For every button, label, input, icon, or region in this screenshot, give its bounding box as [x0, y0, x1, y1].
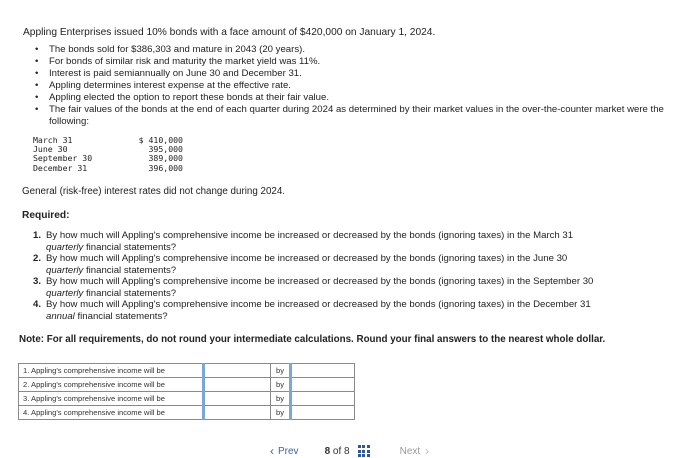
next-label: Next [399, 445, 421, 457]
requirement-period: quarterly [46, 241, 84, 253]
amount-input[interactable] [292, 406, 354, 419]
requirement-text [46, 299, 633, 322]
chevron-right-icon: › [425, 444, 430, 458]
answer-table [18, 363, 355, 420]
answer-row [19, 378, 355, 392]
fair-value: 396,000 [148, 162, 183, 173]
requirement-period: quarterly [46, 264, 84, 276]
requirement-text-main: By how much will Appling's comprehensive income be increased or decreased by the bonds (ignoring taxes) in the June 30 [46, 253, 568, 264]
answer-label: 2. Appling's comprehensive income will be [19, 378, 204, 392]
requirement-text-main: By how much will Appling's comprehensive income be increased or decreased by the bonds (ignoring taxes) in the December 31 [46, 299, 591, 310]
answer-row [19, 406, 355, 420]
amount-cell[interactable] [291, 378, 355, 392]
requirement-item [33, 276, 633, 299]
answer-row [19, 392, 355, 406]
required-heading: Required: [22, 210, 70, 221]
increase-decrease-input[interactable] [205, 406, 270, 419]
current-page: 8 [324, 445, 331, 457]
fair-value-row [33, 164, 183, 173]
increase-decrease-input[interactable] [205, 392, 270, 405]
amount-cell[interactable] [291, 364, 355, 378]
requirement-item [33, 230, 633, 253]
requirement-number: 1. [33, 230, 42, 241]
by-label: by [271, 378, 291, 392]
page-count [325, 446, 350, 457]
requirement-number: 2. [33, 253, 42, 264]
requirement-number: 3. [33, 276, 42, 287]
requirement-item [33, 253, 633, 276]
amount-input[interactable] [292, 364, 354, 377]
amount-cell[interactable] [291, 392, 355, 406]
requirement-text [46, 253, 633, 276]
amount-input[interactable] [292, 392, 354, 405]
requirement-text [46, 230, 633, 253]
chevron-left-icon: ‹ [270, 444, 274, 458]
answer-label: 4. Appling's comprehensive income will be [19, 406, 204, 420]
requirement-number: 4. [33, 299, 42, 310]
amount-cell[interactable] [291, 406, 355, 420]
by-label: by [271, 406, 291, 420]
fact-item: • Interest is paid semiannually on June 30 and December 31. [33, 68, 673, 80]
requirement-item [33, 299, 633, 322]
rounding-note: Note: For all requirements, do not round your intermediate calculations. Round your final answers to the nearest whole dollar. [19, 334, 606, 345]
fact-item: • The bonds sold for $386,303 and mature in 2043 (20 years). [33, 44, 673, 56]
requirement-period: annual [46, 310, 75, 322]
by-label: by [271, 392, 291, 406]
requirement-text [46, 276, 633, 299]
grid-icon[interactable] [358, 445, 370, 457]
requirement-text-end: financial statements? [83, 287, 177, 299]
quarter-label: March 31 [33, 135, 73, 145]
by-label: by [271, 364, 291, 378]
general-rates-statement: General (risk-free) interest rates did not change during 2024. [22, 186, 286, 197]
fair-value: $ 410,000 [138, 135, 183, 145]
requirement-text-main: By how much will Appling's comprehensive income be increased or decreased by the bonds (ignoring taxes) in the March 31 [46, 230, 574, 241]
total-pages: 8 [344, 445, 350, 457]
prev-button[interactable] [270, 444, 299, 458]
amount-input[interactable] [292, 378, 354, 391]
increase-decrease-cell[interactable] [204, 378, 271, 392]
quarter-label: December 31 [33, 162, 88, 173]
facts-list [33, 44, 673, 128]
pagination [270, 444, 429, 458]
quarter-label: September 30 [33, 153, 93, 164]
requirement-text-end: financial statements? [83, 264, 177, 276]
increase-decrease-input[interactable] [205, 378, 270, 391]
problem-intro: Appling Enterprises issued 10% bonds with a face amount of $420,000 on January 1, 2024. [23, 27, 436, 38]
answer-label: 3. Appling's comprehensive income will be [19, 392, 204, 406]
increase-decrease-cell[interactable] [204, 364, 271, 378]
requirements-list [33, 230, 633, 322]
fact-item: • Appling elected the option to report these bonds at their fair value. [33, 92, 673, 104]
quarter-label: June 30 [33, 144, 68, 155]
fair-value-table [33, 136, 183, 173]
requirement-text-end: financial statements? [74, 310, 168, 322]
increase-decrease-cell[interactable] [204, 392, 271, 406]
prev-label: Prev [278, 445, 299, 457]
requirement-period: quarterly [46, 287, 84, 299]
increase-decrease-cell[interactable] [204, 406, 271, 420]
page-of-label: of [332, 445, 342, 457]
answer-row [19, 364, 355, 378]
answer-label: 1. Appling's comprehensive income will be [19, 364, 204, 378]
fair-value: 395,000 [148, 144, 183, 155]
increase-decrease-input[interactable] [205, 364, 270, 377]
requirement-text-main: By how much will Appling's comprehensive income be increased or decreased by the bonds (ignoring taxes) in the September 30 [46, 276, 594, 287]
fact-item: • Appling determines interest expense at the effective rate. [33, 80, 673, 92]
fact-item: • For bonds of similar risk and maturity the market yield was 11%. [33, 56, 673, 68]
fact-item: • The fair values of the bonds at the end of each quarter during 2024 as determined by their market values in the over-the-counter market were the following: [33, 104, 673, 128]
next-button[interactable] [400, 444, 430, 458]
requirement-text-end: financial statements? [83, 241, 177, 253]
fair-value: 389,000 [148, 153, 183, 164]
